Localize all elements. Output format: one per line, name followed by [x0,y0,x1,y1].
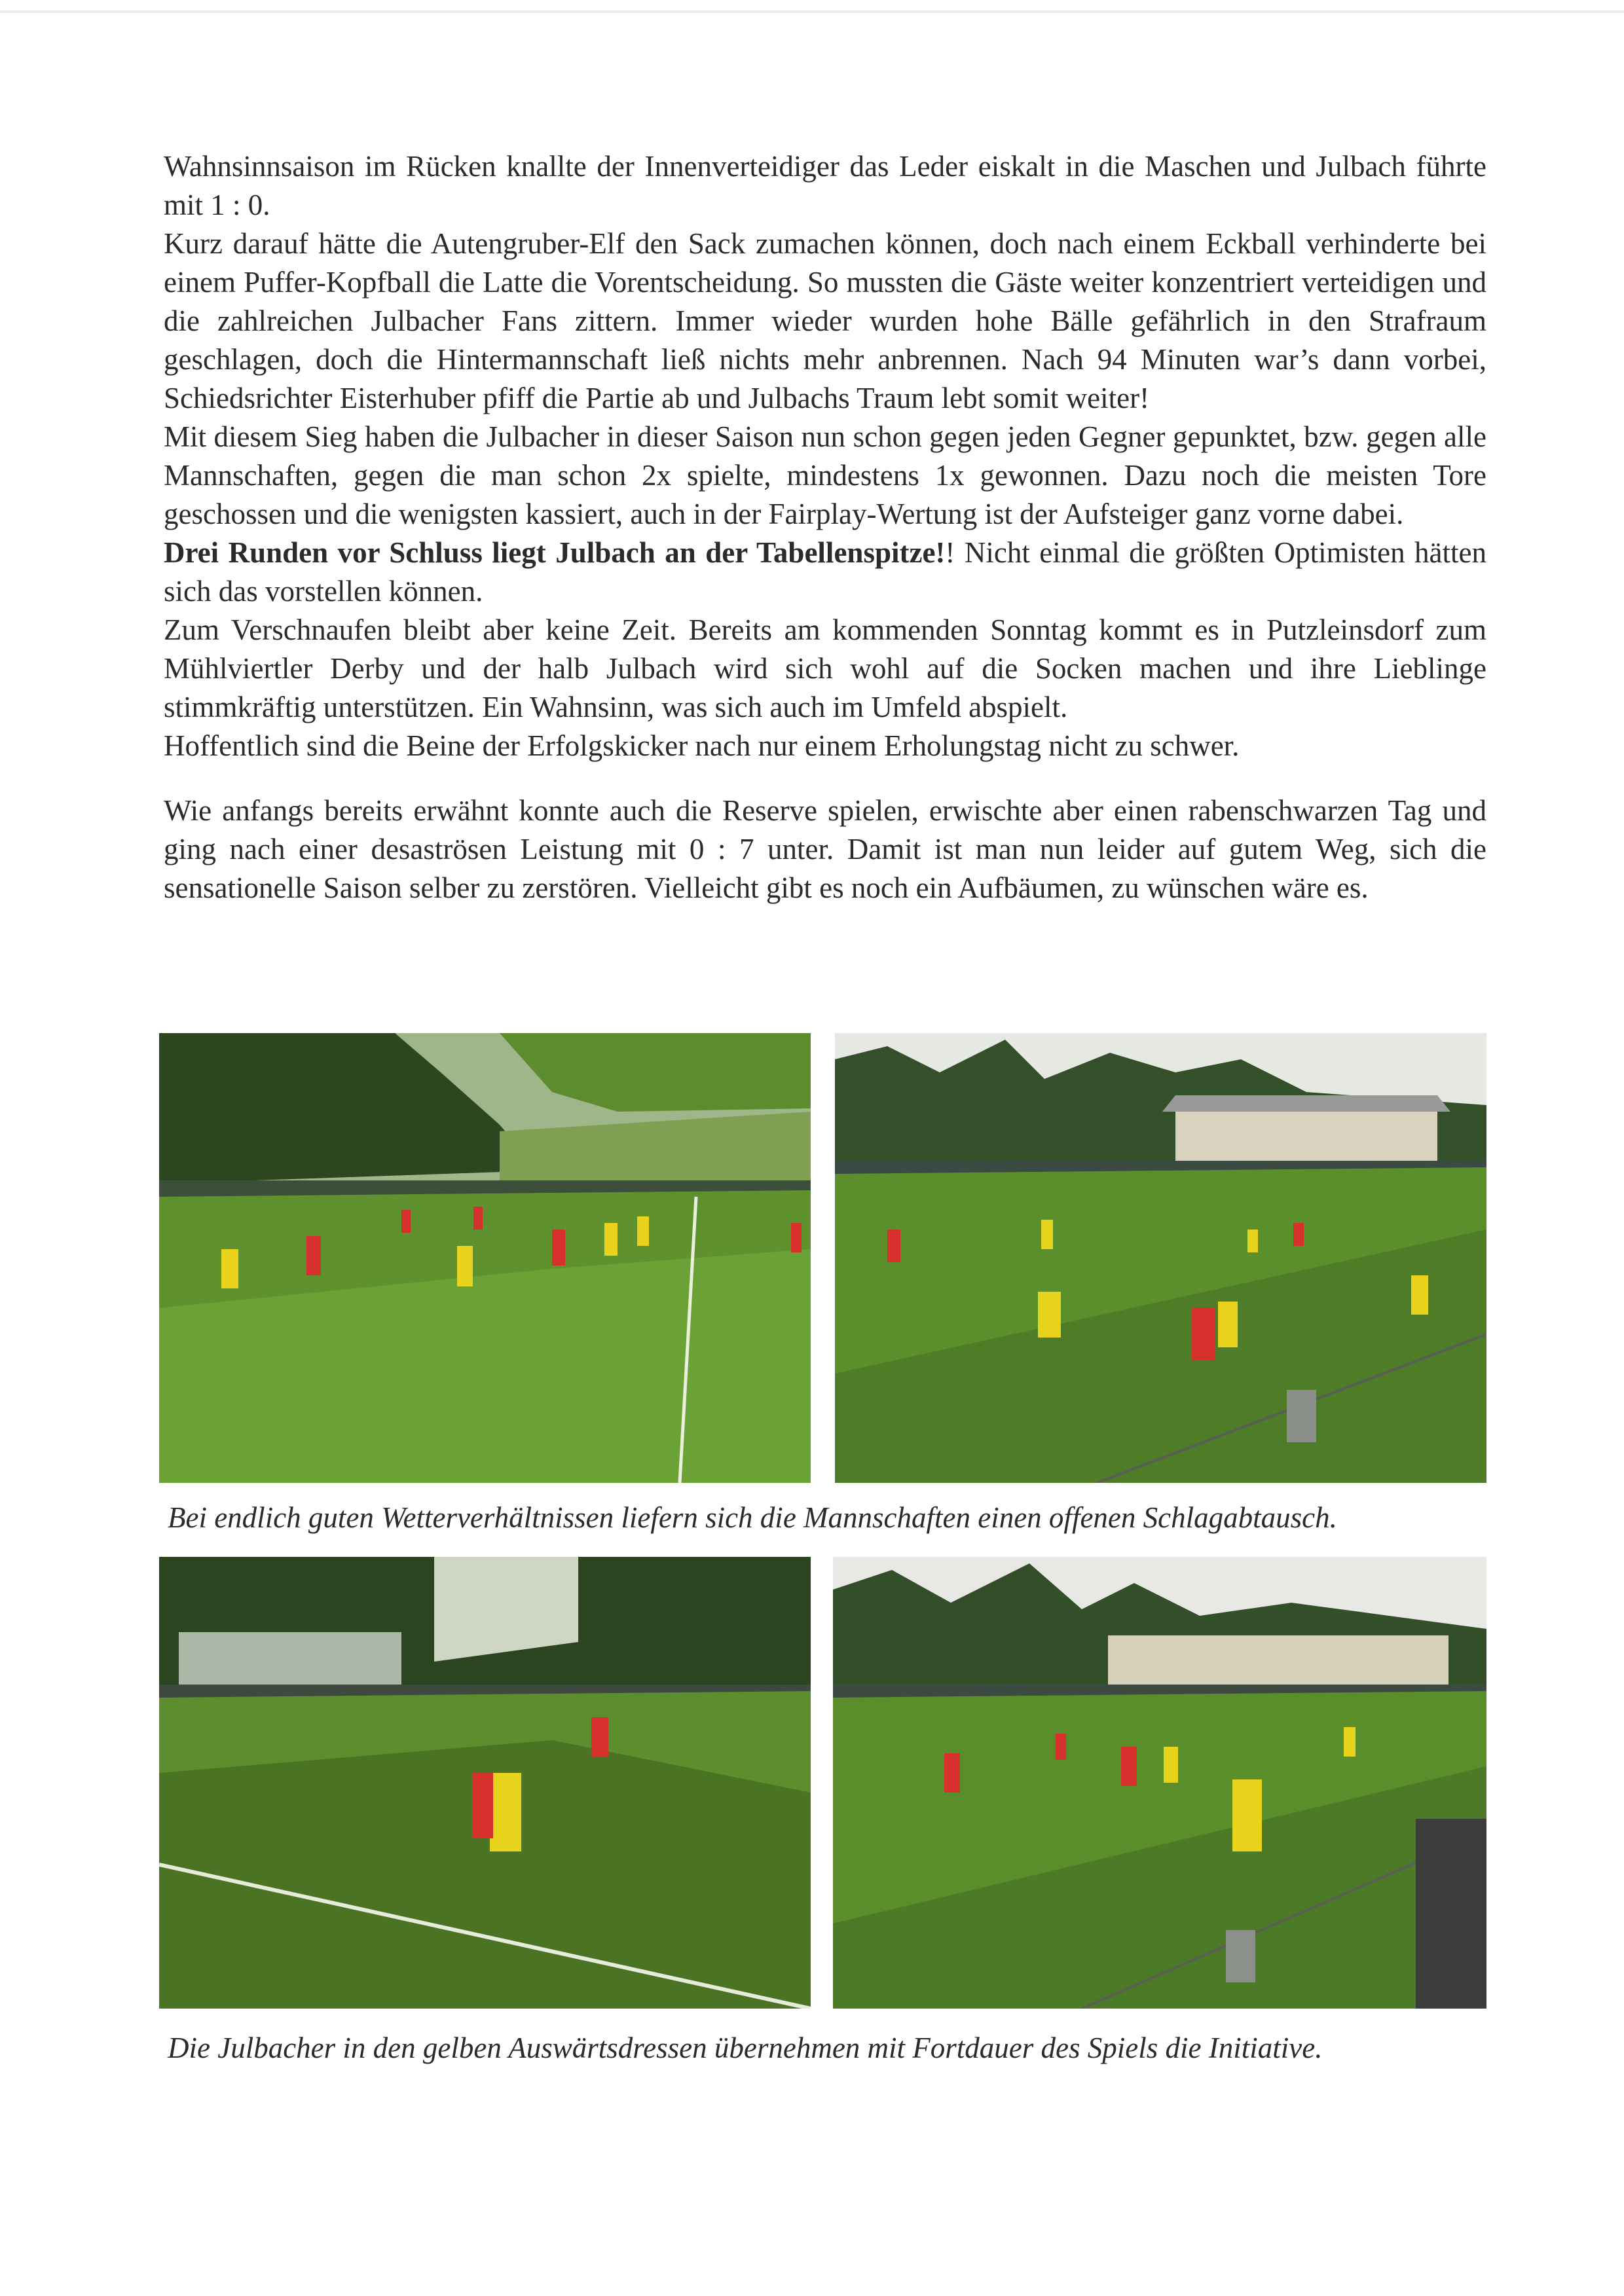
paragraph-3: Mit diesem Sieg haben die Julbacher in dieser Saison nun schon gegen jeden Gegner gepunktet, bzw. gegen alle Mannschaften, gegen die man schon 2x spielte, mindestens 1x gewonnen. Dazu noch die meisten Tore geschossen und die wenigsten kassiert, auch in der Fairplay-Wertung ist der Aufsteiger ganz vorne dabei. [164,420,1486,530]
paragraph-4 [164,534,1486,611]
paragraph-4-rest: ! Nicht einmal die größten Optimisten hätten sich das vorstellen können. [164,536,1486,608]
match-photo-4 [833,1557,1486,2009]
article-body [164,147,1486,907]
paragraph-1: Wahnsinnsaison im Rücken knallte der Innenverteidiger das Leder eiskalt in die Maschen und Julbach führte mit 1 : 0. [164,150,1486,221]
match-photo-3 [159,1557,811,2009]
scan-edge [0,10,1624,13]
match-photo-2 [835,1033,1486,1483]
photo-caption-2: Die Julbacher in den gelben Auswärtsdressen übernehmen mit Fortdauer des Spiels die Initiative. [168,2032,1323,2064]
paragraph-2: Kurz darauf hätte die Autengruber-Elf den Sack zumachen können, doch nach einem Eckball verhinderte bei einem Puffer-Kopfball die Latte die Vorentscheidung. So mussten die Gäste weiter konzentriert verteidigen und die zahlreichen Julbacher Fans zittern. Immer wieder wurden hohe Bälle gefährlich in den Strafraum geschlagen, doch die Hintermannschaft ließ nichts mehr anbrennen. Nach 94 Minuten war’s dann vorbei, Schiedsrichter Eisterhuber pfiff die Partie ab und Julbachs Traum lebt somit weiter! [164,227,1486,414]
paragraph-6: Hoffentlich sind die Beine der Erfolgskicker nach nur einem Erholungstag nicht zu schwer. [164,729,1240,762]
paragraph-7: Wie anfangs bereits erwähnt konnte auch die Reserve spielen, erwischte aber einen rabenschwarzen Tag und ging nach einer desaströsen Leistung mit 0 : 7 unter. Damit ist man nun leider auf gutem Weg, sich die sensationelle Saison selber zu zerstören. Vielleicht gibt es noch ein Aufbäumen, zu wünschen wäre es. [164,794,1486,904]
paragraph-5: Zum Verschnaufen bleibt aber keine Zeit. Bereits am kommenden Sonntag kommt es in Putzleinsdorf zum Mühlviertler Derby und der halb Julbach wird sich wohl auf die Socken machen und ihre Lieblinge stimmkräftig unterstützen. Ein Wahnsinn, was sich auch im Umfeld abspielt. [164,613,1486,723]
match-photo-1 [159,1033,811,1483]
photo-caption-1: Bei endlich guten Wetterverhältnissen liefern sich die Mannschaften einen offenen Schlagabtausch. [168,1501,1337,1534]
headline-statement: Drei Runden vor Schluss liegt Julbach an der Tabellenspitze! [164,536,946,569]
